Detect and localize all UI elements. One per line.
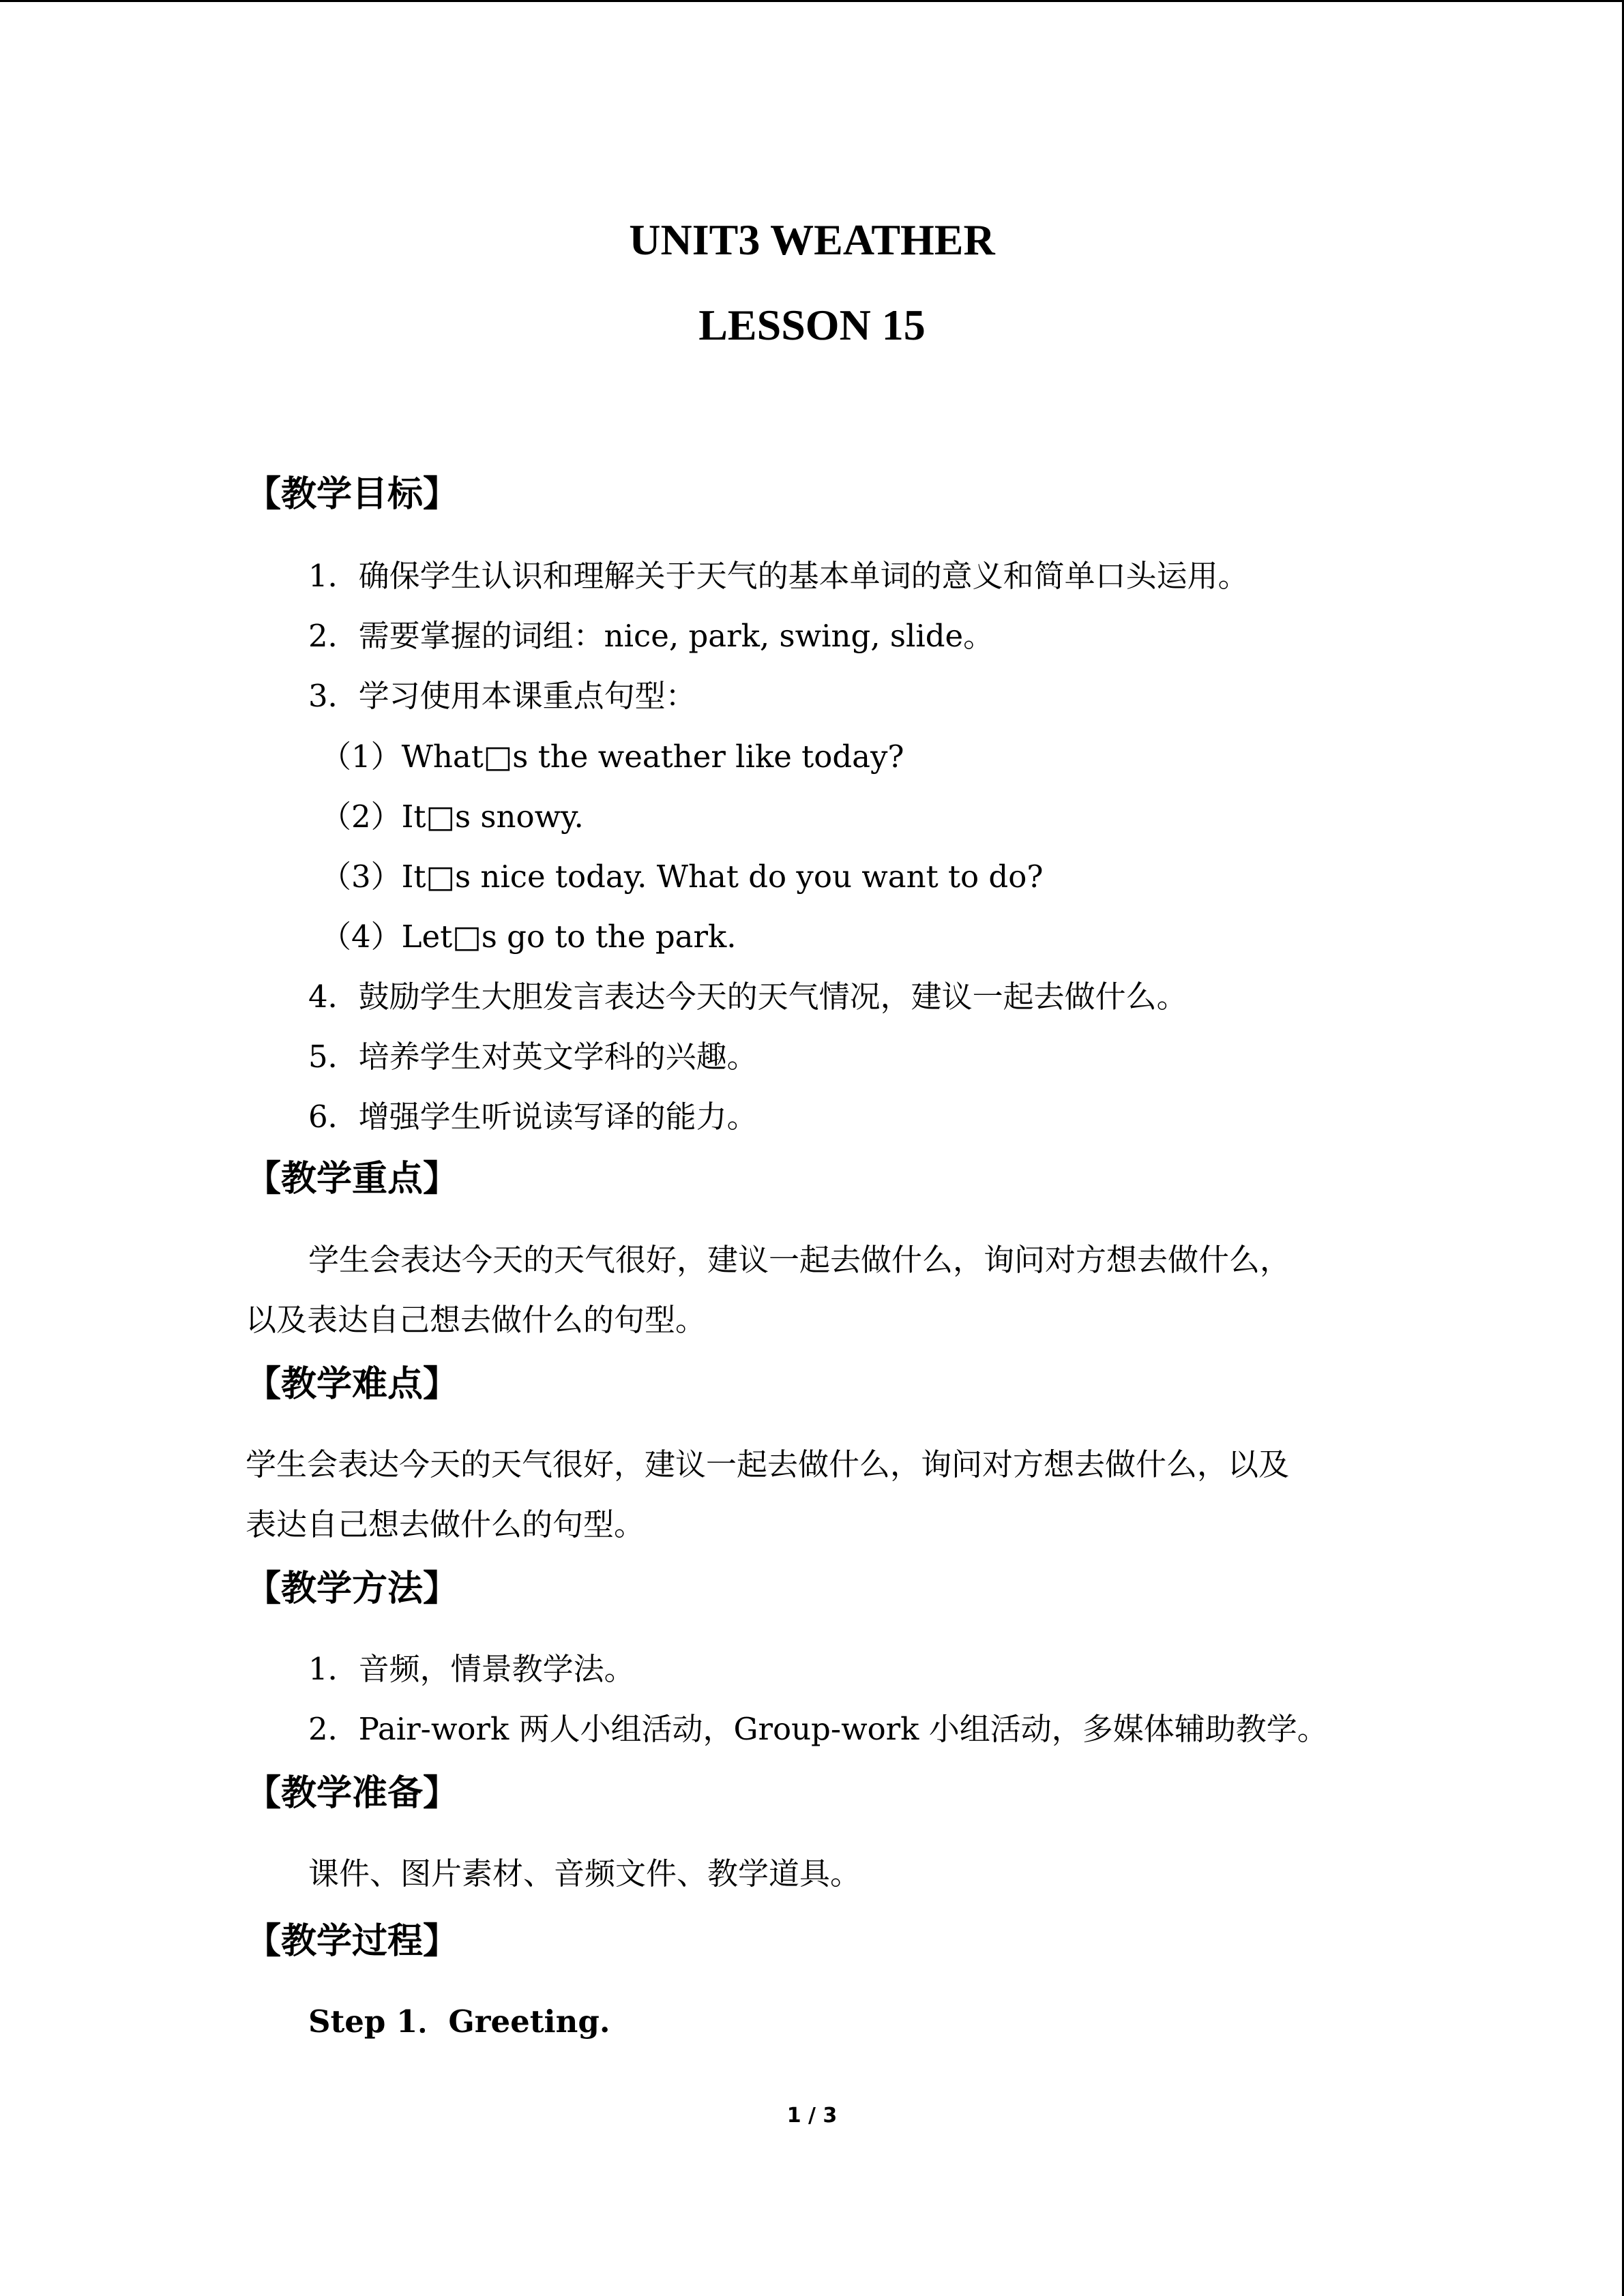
objective-sentence: （2）It□s snowy. [321,799,584,835]
difficulties-line: 表达自己想去做什么的句型。 [246,1506,645,1542]
objective-item: 3．学习使用本课重点句型： [308,678,696,714]
objective-item: 2．需要掌握的词组：nice, park, swing, slide。 [308,618,994,654]
preparation-text: 课件、图片素材、音频文件、教学道具。 [308,1855,861,1892]
process-heading: 【教学过程】 [246,1920,459,1962]
methods-heading: 【教学方法】 [246,1568,459,1609]
objective-item: 1．确保学生认识和理解关于天气的基本单词的意义和简单口头运用。 [308,558,1249,594]
key-points-line: 学生会表达今天的天气很好，建议一起去做什么，询问对方想去做什么， [308,1242,1291,1278]
page-number: 1 / 3 [786,2104,838,2128]
lesson-title: LESSON 15 [698,301,926,349]
unit-title: UNIT3 WEATHER [629,215,995,264]
objectives-heading: 【教学目标】 [246,473,459,515]
method-item: 1．音频，情景教学法。 [308,1651,635,1687]
objective-sentence: （4）Let□s go to the park. [321,919,737,955]
difficulties-heading: 【教学难点】 [246,1363,459,1405]
objective-item: 4．鼓励学生大胆发言表达今天的天气情况，建议一起去做什么。 [308,979,1187,1015]
objective-sentence: （3）It□s nice today. What do you want to do? [321,859,1044,895]
objective-item: 6．增强学生听说读写译的能力。 [308,1099,758,1135]
method-item: 2．Pair-work 两人小组活动，Group-work 小组活动，多媒体辅助教学。 [308,1711,1328,1747]
key-points-heading: 【教学重点】 [246,1158,459,1199]
key-points-line: 以及表达自己想去做什么的句型。 [246,1302,707,1338]
objective-sentence: （1）What□s the weather like today? [321,739,904,775]
objective-item: 5．培养学生对英文学科的兴趣。 [308,1039,758,1075]
preparation-heading: 【教学准备】 [246,1772,459,1814]
difficulties-line: 学生会表达今天的天气很好，建议一起去做什么，询问对方想去做什么，以及 [246,1446,1290,1482]
page-top-border [0,0,1624,2]
process-step: Step 1．Greeting. [308,2003,610,2040]
